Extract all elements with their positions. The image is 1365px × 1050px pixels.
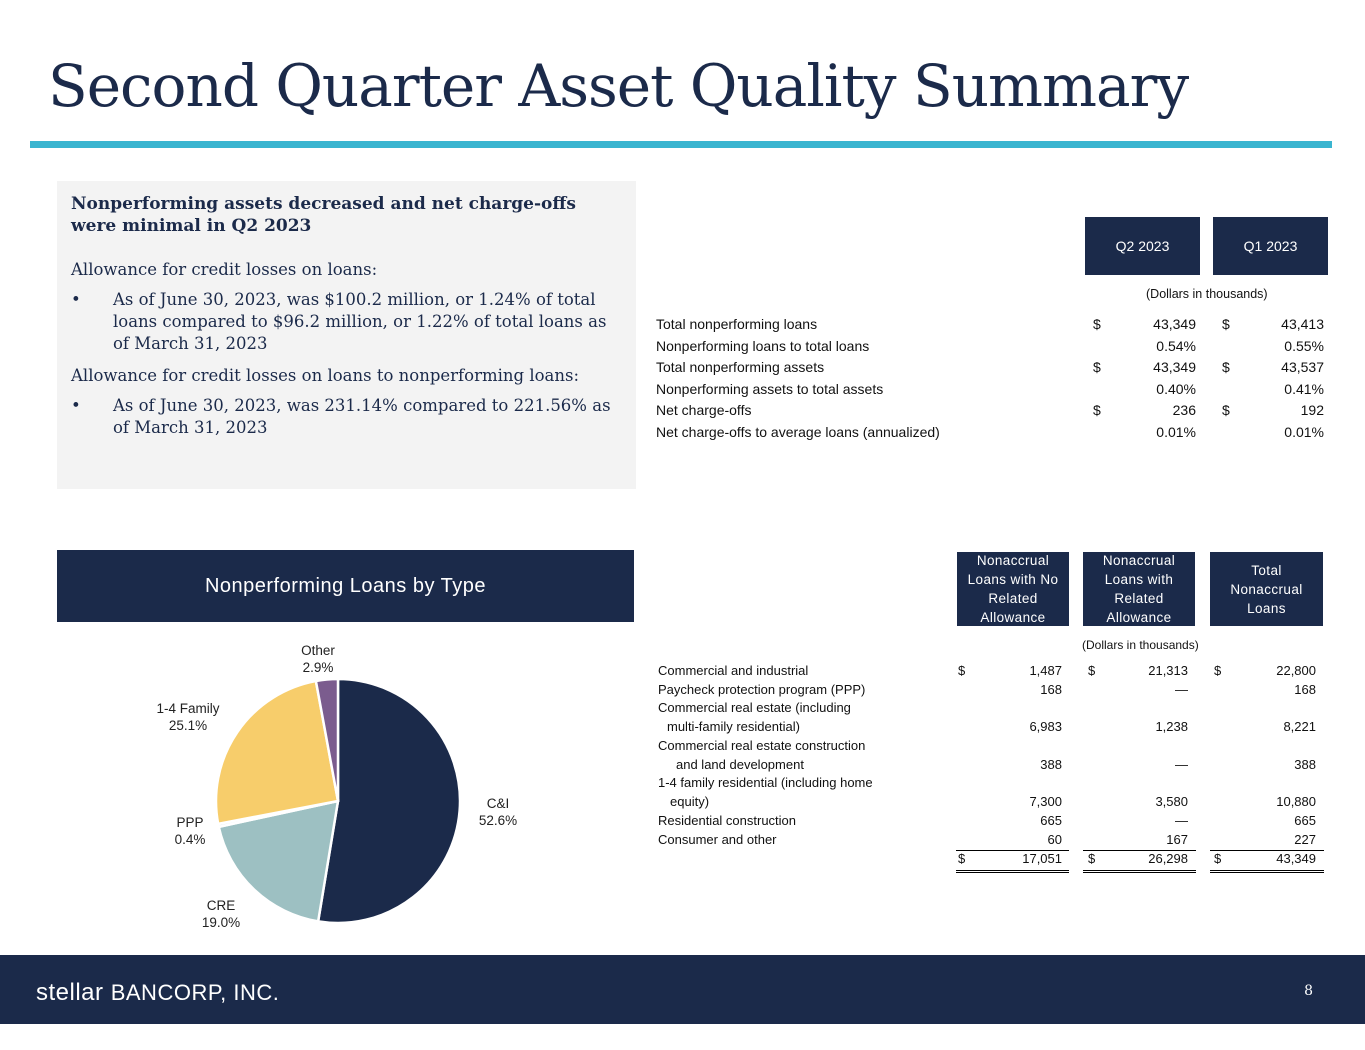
row-label: Commercial and industrial xyxy=(658,663,809,678)
page-title: Second Quarter Asset Quality Summary xyxy=(48,52,1189,120)
nonaccrual-row xyxy=(658,832,1328,851)
dollar-sign: $ xyxy=(1093,359,1101,375)
dollar-sign: $ xyxy=(1222,316,1230,332)
subtotal-line xyxy=(1210,850,1324,851)
row-label: Total nonperforming loans xyxy=(656,316,818,332)
q2-value: 236 xyxy=(1172,402,1196,418)
pie-label xyxy=(278,642,358,676)
q2-value: 43,349 xyxy=(1153,359,1196,375)
nonaccrual-row xyxy=(658,813,1328,832)
column-header: Nonaccrual Loans with Related Allowance xyxy=(1083,552,1195,626)
pie-label xyxy=(150,814,230,848)
nonaccrual-row xyxy=(658,738,1328,776)
subtotal-line xyxy=(1083,850,1196,851)
row-label: Consumer and other xyxy=(658,831,777,847)
total-nonaccrual: 43,349 xyxy=(1276,851,1316,867)
pie-label-name: PPP xyxy=(176,815,204,830)
pie-label-name: 1-4 Family xyxy=(156,701,220,716)
metrics-row xyxy=(656,359,1336,380)
column-header: Nonaccrual Loans with No Related Allowance xyxy=(957,552,1069,626)
with-allowance-value: 167 xyxy=(1166,831,1188,847)
with-allowance-value: — xyxy=(1175,681,1188,697)
pie-label xyxy=(181,897,261,931)
with-allowance-value: 1,238 xyxy=(1155,719,1188,735)
total-value: 227 xyxy=(1294,831,1316,847)
dollar-sign: $ xyxy=(1093,402,1101,418)
metrics-row xyxy=(656,381,1336,402)
no-allowance-value: 7,300 xyxy=(1029,794,1062,810)
row-label: 1-4 family residential (including home xyxy=(658,775,873,791)
pie-label-name: Other xyxy=(301,643,335,658)
no-allowance-value: 168 xyxy=(1040,681,1062,697)
pie-slice-c-i xyxy=(318,679,460,923)
column-header: Total Nonaccrual Loans xyxy=(1210,552,1323,626)
metrics-row xyxy=(656,338,1336,359)
row-label: Net charge-offs xyxy=(656,402,752,418)
nonaccrual-row xyxy=(658,682,1328,701)
q1-value: 0.41% xyxy=(1284,380,1324,397)
bullet-text: As of June 30, 2023, was $100.2 million, or 1.24% of total loans compared to $96.2 million, or 1.22% of total loans as of March 31, 2023 xyxy=(113,290,607,353)
summary-bullet xyxy=(71,289,622,355)
nonaccrual-row xyxy=(658,663,1328,682)
dollar-sign: $ xyxy=(1222,402,1230,418)
q2-value: 0.01% xyxy=(1156,423,1196,440)
nonaccrual-total-row xyxy=(658,851,1328,869)
column-header: Q1 2023 xyxy=(1213,217,1328,275)
pie-label-value: 2.9% xyxy=(302,660,334,675)
row-label: Commercial real estate construction xyxy=(658,737,866,753)
nonaccrual-row xyxy=(658,700,1328,738)
units-caption: (Dollars in thousands) xyxy=(1146,287,1268,301)
total-value: 665 xyxy=(1294,812,1316,828)
pie-label-value: 0.4% xyxy=(174,832,206,847)
row-label: Residential construction xyxy=(658,812,797,828)
pie-label-value: 25.1% xyxy=(168,718,208,733)
dollar-sign: $ xyxy=(1214,851,1222,867)
dollar-sign: $ xyxy=(1222,359,1230,375)
no-allowance-value: 665 xyxy=(1040,812,1062,828)
metrics-row xyxy=(656,402,1336,423)
no-allowance-value: 60 xyxy=(1047,831,1062,847)
summary-bullet xyxy=(71,395,622,439)
footer xyxy=(0,955,1365,1024)
row-label-cont: and land development xyxy=(676,756,804,772)
no-allowance-value: 6,983 xyxy=(1029,719,1062,735)
pie-label xyxy=(148,700,228,734)
logo-wordmark: stellar xyxy=(36,979,104,1006)
q1-value: 43,537 xyxy=(1281,359,1324,375)
total-double-line xyxy=(956,870,1069,873)
dollar-sign: $ xyxy=(958,663,966,678)
with-allowance-value: — xyxy=(1175,812,1188,828)
row-label: Net charge-offs to average loans (annualized) xyxy=(656,423,940,440)
pie-label-name: C&I xyxy=(486,796,510,811)
no-allowance-value: 388 xyxy=(1040,756,1062,772)
dollar-sign: $ xyxy=(1088,851,1096,867)
dollar-sign: $ xyxy=(1093,316,1101,332)
row-label-cont: multi-family residential) xyxy=(667,719,800,735)
dollar-sign: $ xyxy=(1214,663,1222,678)
pie-header: Nonperforming Loans by Type xyxy=(57,550,634,622)
metrics-row xyxy=(656,424,1336,445)
page-number: 8 xyxy=(1304,983,1313,999)
row-label: Commercial real estate (including xyxy=(658,700,851,716)
summary-heading: Nonperforming assets decreased and net charge-offs were minimal in Q2 2023 xyxy=(71,194,576,236)
row-label: Nonperforming loans to total loans xyxy=(656,337,870,354)
total-value: 10,880 xyxy=(1276,794,1316,810)
bullet-glyph: • xyxy=(71,290,81,309)
pie-label-name: CRE xyxy=(206,898,236,913)
pie-label-value: 52.6% xyxy=(478,813,518,828)
with-allowance-value: 21,313 xyxy=(1148,663,1188,678)
logo-subtext: BANCORP, INC. xyxy=(110,980,280,1005)
total-value: 22,800 xyxy=(1276,663,1316,678)
row-label: Nonperforming assets to total assets xyxy=(656,380,884,397)
total-value: 388 xyxy=(1294,756,1316,772)
no-allowance-value: 1,487 xyxy=(1029,663,1062,678)
company-logo xyxy=(36,979,279,1007)
dollar-sign: $ xyxy=(958,851,966,867)
dollar-sign: $ xyxy=(1088,663,1096,678)
total-double-line xyxy=(1083,870,1196,873)
q1-value: 0.01% xyxy=(1284,423,1324,440)
bullet-glyph: • xyxy=(71,396,81,415)
pie-label xyxy=(458,795,538,829)
total-with-allowance: 26,298 xyxy=(1148,851,1188,867)
nonaccrual-row xyxy=(658,775,1328,813)
summary-text: Allowance for credit losses on loans to nonperforming loans: xyxy=(71,366,580,385)
total-double-line xyxy=(1210,870,1324,873)
title-divider xyxy=(30,141,1332,148)
total-value: 168 xyxy=(1294,681,1316,697)
q1-value: 0.55% xyxy=(1284,337,1324,354)
pie-label-value: 19.0% xyxy=(201,915,241,930)
row-label: Paycheck protection program (PPP) xyxy=(658,681,866,697)
column-header: Q2 2023 xyxy=(1085,217,1200,275)
q1-value: 192 xyxy=(1300,402,1324,418)
total-value: 8,221 xyxy=(1283,719,1316,735)
row-label-cont: equity) xyxy=(670,794,710,810)
total-no-allowance: 17,051 xyxy=(1022,851,1062,867)
subtotal-line xyxy=(956,850,1069,851)
q2-value: 0.54% xyxy=(1156,337,1196,354)
q2-value: 43,349 xyxy=(1153,316,1196,332)
bullet-text: As of June 30, 2023, was 231.14% compared to 221.56% as of March 31, 2023 xyxy=(113,396,611,437)
summary-text: Allowance for credit losses on loans: xyxy=(71,260,378,279)
metrics-row xyxy=(656,316,1336,337)
summary-box xyxy=(57,181,636,489)
with-allowance-value: 3,580 xyxy=(1155,794,1188,810)
with-allowance-value: — xyxy=(1175,756,1188,772)
row-label: Total nonperforming assets xyxy=(656,359,825,375)
q1-value: 43,413 xyxy=(1281,316,1324,332)
units-caption: (Dollars in thousands) xyxy=(1082,638,1199,652)
q2-value: 0.40% xyxy=(1156,380,1196,397)
